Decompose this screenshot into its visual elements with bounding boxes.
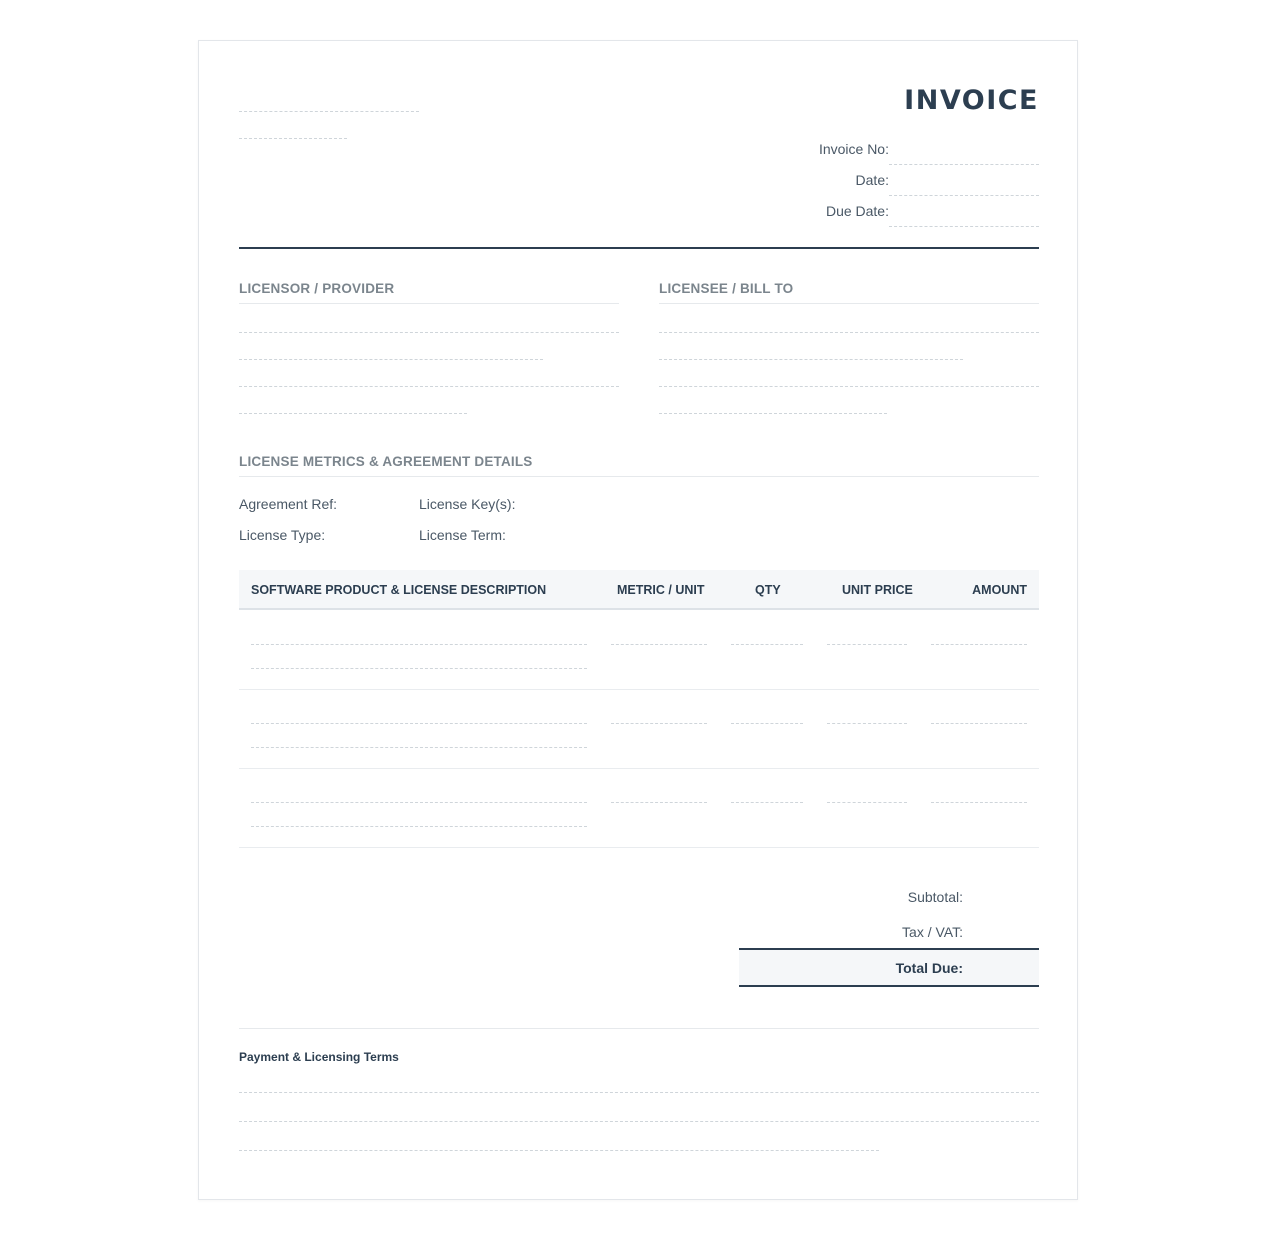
agreement-ref-label: Agreement Ref: <box>239 496 338 512</box>
row-3-separator <box>239 847 1039 848</box>
column-unit-price: UNIT PRICE <box>842 583 913 597</box>
date-row <box>799 172 1039 196</box>
licensor-heading: LICENSOR / PROVIDER <box>239 281 395 296</box>
row-2-amount-field[interactable] <box>931 723 1027 724</box>
terms-line-1[interactable] <box>239 1092 1039 1093</box>
terms-line-3[interactable] <box>239 1150 879 1151</box>
licensee-line-4[interactable] <box>659 413 887 414</box>
license-details-rule <box>239 476 1039 477</box>
row-3-unit-price-field[interactable] <box>827 802 907 803</box>
sender-line-1[interactable] <box>239 111 419 112</box>
licensor-line-1[interactable] <box>239 332 619 333</box>
row-3-amount-field[interactable] <box>931 802 1027 803</box>
invoice-number-field[interactable] <box>889 164 1039 165</box>
due-date-label: Due Date: <box>825 203 889 219</box>
date-label: Date: <box>855 172 889 188</box>
licensor-line-4[interactable] <box>239 413 467 414</box>
license-term-label: License Term: <box>419 527 506 543</box>
due-date-field[interactable] <box>889 226 1039 227</box>
terms-line-2[interactable] <box>239 1121 1039 1122</box>
total-due-box <box>739 948 1039 987</box>
license-keys-label: License Key(s): <box>419 496 516 512</box>
sender-line-2[interactable] <box>239 138 347 139</box>
row-3-qty-field[interactable] <box>731 802 803 803</box>
row-3-description-line-2[interactable] <box>251 826 587 827</box>
row-2-description-line-1[interactable] <box>251 723 587 724</box>
terms-divider <box>239 1028 1039 1029</box>
licensor-line-3[interactable] <box>239 386 619 387</box>
row-1-description-line-1[interactable] <box>251 644 587 645</box>
row-3-metric-field[interactable] <box>611 802 707 803</box>
licensor-heading-rule <box>239 303 619 304</box>
invoice-number-label: Invoice No: <box>818 141 889 157</box>
licensee-line-1[interactable] <box>659 332 1039 333</box>
row-2-metric-field[interactable] <box>611 723 707 724</box>
line-items-header <box>239 570 1039 610</box>
row-1-qty-field[interactable] <box>731 644 803 645</box>
row-2-description-line-2[interactable] <box>251 747 587 748</box>
row-1-metric-field[interactable] <box>611 644 707 645</box>
column-description: SOFTWARE PRODUCT & LICENSE DESCRIPTION <box>251 583 547 597</box>
license-type-label: License Type: <box>239 527 326 543</box>
licensee-heading: LICENSEE / BILL TO <box>659 281 794 296</box>
licensee-line-3[interactable] <box>659 386 1039 387</box>
row-1-description-line-2[interactable] <box>251 668 587 669</box>
column-qty: QTY <box>755 583 781 597</box>
total-due-label: Total Due: <box>895 960 963 976</box>
tax-label: Tax / VAT: <box>902 924 963 940</box>
row-1-separator <box>239 689 1039 690</box>
licensor-line-2[interactable] <box>239 359 543 360</box>
date-field[interactable] <box>889 195 1039 196</box>
licensee-heading-rule <box>659 303 1039 304</box>
row-1-unit-price-field[interactable] <box>827 644 907 645</box>
invoice-title: INVOICE <box>904 85 1039 116</box>
subtotal-label: Subtotal: <box>907 889 963 905</box>
row-3-description-line-1[interactable] <box>251 802 587 803</box>
due-date-row <box>799 203 1039 227</box>
header-divider <box>239 247 1039 249</box>
license-details-heading: LICENSE METRICS & AGREEMENT DETAILS <box>239 454 533 469</box>
invoice-page <box>198 40 1078 1200</box>
column-amount: AMOUNT <box>972 583 1027 597</box>
invoice-number-row <box>799 141 1039 165</box>
licensee-line-2[interactable] <box>659 359 963 360</box>
row-2-separator <box>239 768 1039 769</box>
column-metric: METRIC / UNIT <box>617 583 705 597</box>
row-2-unit-price-field[interactable] <box>827 723 907 724</box>
terms-heading: Payment & Licensing Terms <box>239 1050 399 1064</box>
row-1-amount-field[interactable] <box>931 644 1027 645</box>
row-2-qty-field[interactable] <box>731 723 803 724</box>
